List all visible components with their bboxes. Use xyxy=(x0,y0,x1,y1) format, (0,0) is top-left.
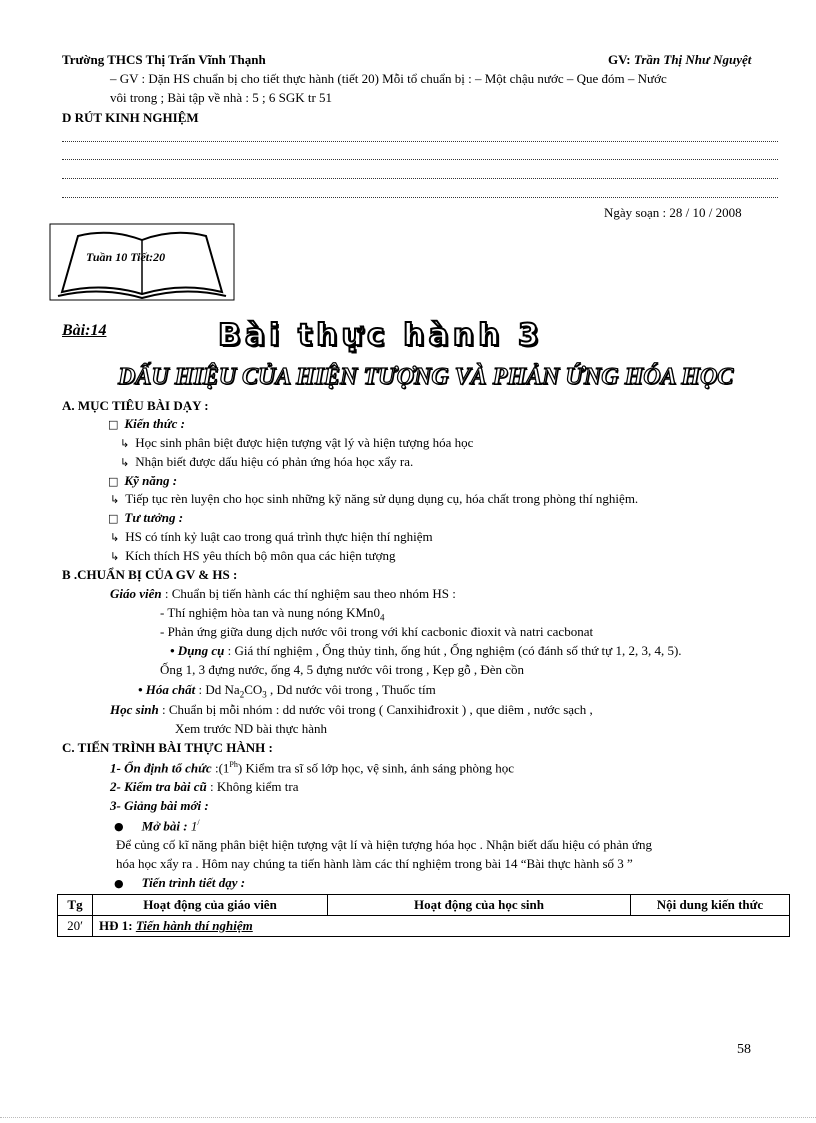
arrow-bullet-icon: ↳ xyxy=(110,531,120,544)
chemicals-label: • Hóa chất xyxy=(138,682,196,697)
intro-paragraph-2: hóa học xẩy ra . Hôm nay chúng ta tiến hành làm các thí nghiệm trong bài 14 “Bài thực hành số 3 ” xyxy=(116,856,633,871)
knowledge-text: Học sinh phân biệt được hiện tượng vật lý và hiện tượng hóa học xyxy=(135,435,474,450)
table-cell-time: 20′ xyxy=(58,916,93,937)
checkbox-icon: □ xyxy=(108,418,119,431)
knowledge-item xyxy=(120,435,473,451)
table-header: Hoạt động của giáo viên xyxy=(93,895,328,916)
bullet-icon: ● xyxy=(114,820,124,834)
knowledge-item xyxy=(120,454,413,470)
lesson-table xyxy=(57,894,790,937)
book-graphic xyxy=(48,222,236,302)
attitude-item xyxy=(110,548,395,564)
experiment-2: - Phản ứng giữa dung dịch nước vôi trong với khí cacbonic đioxit và natri cacbonat xyxy=(160,624,594,639)
step-2 xyxy=(110,779,299,795)
step-3-label: 3- Giảng bài mới : xyxy=(110,798,209,813)
attitude-heading xyxy=(108,510,183,526)
section-d-title: D RÚT KINH NGHIỆM xyxy=(62,110,199,125)
table-header-row xyxy=(58,895,790,916)
experiment-1-text: - Thí nghiệm hòa tan và nung nóng KMn0 xyxy=(160,605,381,620)
chem-text: CO xyxy=(244,682,263,697)
student-label: Học sinh xyxy=(110,702,159,717)
subscript: 2 xyxy=(239,689,245,700)
chemicals-line xyxy=(138,682,436,700)
tools-line-2: Ống 1, 3 đựng nước, ống 4, 5 đựng nước vôi trong , Kẹp gỗ , Đèn cồn xyxy=(160,662,524,677)
attitude-label: Tư tưởng : xyxy=(124,510,184,525)
step-1-text: ) Kiểm tra sĩ số lớp học, vệ sinh, ánh sáng phòng học xyxy=(237,760,515,776)
skill-label: Kỹ năng : xyxy=(124,473,178,488)
teacher-label: Giáo viên xyxy=(110,586,162,601)
prep-date: Ngày soạn : 28 / 10 / 2008 xyxy=(604,205,742,220)
arrow-bullet-icon: ↳ xyxy=(120,456,130,469)
table-header: Tg xyxy=(58,895,93,916)
section-b-title: B .CHUẨN BỊ CỦA GV & HS : xyxy=(62,567,238,582)
book-label: Tuần 10 Tiết:20 xyxy=(86,250,166,264)
dotted-line xyxy=(62,140,778,142)
table-row xyxy=(58,916,790,937)
step-1-label: 1- Ổn định tổ chức xyxy=(110,760,212,776)
page-number: 58 xyxy=(737,1042,751,1057)
intro-paragraph-1: Để củng cố kĩ năng phân biệt hiện tượng vật lí và hiện tượng hóa học . Nhận biết dấu hiệu có phản ứng xyxy=(116,837,652,852)
attitude-item xyxy=(110,529,433,545)
table-header: Hoạt động của học sinh xyxy=(328,895,631,916)
homework-line-1: – GV : Dặn HS chuẩn bị cho tiết thực hành (tiết 20) Mỗi tổ chuẩn bị : – Một chậu nước – Que đóm – Nước xyxy=(110,71,667,86)
experiment-1 xyxy=(160,605,385,623)
lesson-title: Bài thực hành 3 xyxy=(218,318,543,353)
superscript: / xyxy=(197,818,200,827)
school-name: Trường THCS Thị Trấn Vĩnh Thạnh xyxy=(62,52,266,67)
lesson-number: Bài:14 xyxy=(62,322,107,339)
step-1-text: :(1 xyxy=(211,760,230,776)
step-2-label: 2- Kiểm tra bài cũ xyxy=(110,779,207,794)
tools-line xyxy=(170,643,682,659)
arrow-bullet-icon: ↳ xyxy=(110,493,120,506)
subscript: 3 xyxy=(262,689,267,700)
student-prep-2: Xem trước ND bài thực hành xyxy=(175,721,328,736)
tools-label: • Dụng cụ xyxy=(170,643,225,658)
teacher-prep xyxy=(110,586,456,602)
tools-text: : Giá thí nghiệm , Ống thủy tinh, ống hút , Ống nghiệm (có đánh số thứ tự 1, 2, 3, 4, 5). xyxy=(224,643,682,658)
superscript: Ph xyxy=(229,760,238,769)
activity-title: Tiến hành thí nghiệm xyxy=(135,918,253,933)
dotted-line xyxy=(62,177,778,179)
step-1 xyxy=(110,760,514,776)
section-c-title: C. TIẾN TRÌNH BÀI THỰC HÀNH : xyxy=(62,740,273,755)
subscript: 4 xyxy=(380,612,385,623)
chem-text: , Dd nước vôi trong , Thuốc tím xyxy=(266,682,436,697)
activity-prefix: HĐ 1: xyxy=(99,918,136,933)
dotted-line xyxy=(62,158,778,160)
bullet-icon: ● xyxy=(114,877,124,890)
intro-time: 1 xyxy=(187,818,198,834)
section-a-title: A. MỤC TIÊU BÀI DẠY : xyxy=(62,398,209,413)
student-prep xyxy=(110,702,593,718)
teacher-name: Trần Thị Như Nguyệt xyxy=(633,52,752,67)
process-line xyxy=(114,875,245,891)
intro-label: Mở bài : xyxy=(141,818,188,834)
student-prep-text: : Chuẩn bị mỗi nhóm : dd nước vôi trong ( Canxihiđroxit ) , que diêm , nước sạch , xyxy=(158,702,593,717)
process-label: Tiến trình tiết dạy : xyxy=(141,875,246,890)
intro-line xyxy=(114,818,200,834)
step-2-text: : Không kiểm tra xyxy=(206,779,299,794)
page-edge xyxy=(0,1116,816,1118)
table-header: Nội dung kiến thức xyxy=(631,895,790,916)
checkbox-icon: □ xyxy=(108,512,119,525)
checkbox-icon: □ xyxy=(108,475,119,488)
skill-heading xyxy=(108,473,177,489)
time-value: 20 xyxy=(67,918,81,933)
chem-text: : Dd Na xyxy=(195,682,240,697)
homework-line-2: vôi trong ; Bài tập về nhà : 5 ; 6 SGK tr 51 xyxy=(110,90,333,105)
teacher-prefix: GV: xyxy=(608,52,634,67)
skill-item xyxy=(110,491,638,507)
teacher-prep-text: : Chuẩn bị tiến hành các thí nghiệm sau theo nhóm HS : xyxy=(161,586,456,601)
knowledge-label: Kiến thức : xyxy=(124,416,185,431)
teacher-header xyxy=(608,52,751,68)
arrow-bullet-icon: ↳ xyxy=(110,550,120,563)
skill-text: Tiếp tục rèn luyện cho học sinh những kỹ năng sử dụng dụng cụ, hóa chất trong phòng thí nghiệm. xyxy=(125,491,639,506)
knowledge-text: Nhận biết được dấu hiệu có phản ứng hóa học xẩy ra. xyxy=(135,454,414,469)
dotted-line xyxy=(62,196,778,198)
attitude-text: HS có tính kỷ luật cao trong quá trình thực hiện thí nghiệm xyxy=(125,529,433,544)
table-cell-activity xyxy=(93,916,790,937)
attitude-text: Kích thích HS yêu thích bộ môn qua các hiện tượng xyxy=(125,548,396,563)
lesson-subtitle: DẤU HIỆU CỦA HIỆN TƯỢNG VÀ PHẢN ỨNG HÓA HỌC xyxy=(118,364,734,390)
arrow-bullet-icon: ↳ xyxy=(120,437,130,450)
knowledge-heading xyxy=(108,416,185,432)
